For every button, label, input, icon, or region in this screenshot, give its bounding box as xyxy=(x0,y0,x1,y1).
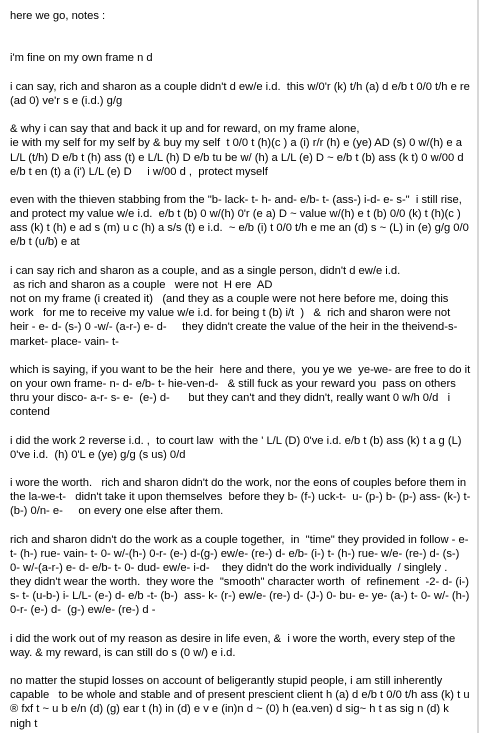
note-paragraph-11: no matter the stupid losses on account of beligerantly stupid people, i am still inherently capable to be whole and stable and of present prescient client h (a) d e/b t 0/0 t/h ass (k) t u ® fxf t ~ u b e/n (d) (g) ear t (h) in (d) e v e (in)n d ~ (0) h (ea.ven) d sig~ h t as sig n (d) k nigh t xyxy=(10,675,473,730)
note-paragraph-8: i wore the worth. rich and sharon didn't do the work, nor the eons of couples before them in the la-we-t- didn't take it upon themselves before they b- (f-) uck-t- u- (p-) b- (p-) ass- (k-) t- (b-) 0/n- e- on every one else after them. xyxy=(10,477,474,518)
note-paragraph-5: i can say rich and sharon as a couple, and as a single person, didn't d ew/e i.d. as rich and sharon as a couple were not H ere AD not on my frame (i created it) (and they as a couple were not here before me, doing this work for me to receive my value w/e i.d. for being t (b) i/t ) & rich and sharon were not heir - e- d- (s-) 0 -w/- (a-r-) e- d- they didn't create the value of the heir in the theivend-s- market- place- vain- t- xyxy=(10,264,458,348)
note-paragraph-6: which is saying, if you want to be the heir here and there, you ye we ye-we- are free to do it on your own frame- n- d- e/b- t- hie-ven-d- & still fuck as your reward you pass on others thru your disco- a-r- s- e- (e-) d- but they can't and they didn't, really want 0 w/h 0/d i contend xyxy=(10,363,474,419)
note-paragraph-4: even with the thieven stabbing from the "b- lack- t- h- and- e/b- t- (ass-) i-d- e- s-" i still rise, and protect my value w/e i.d. e/b t (b) 0 w/(h) 0'r (e a) D ~ value w/(h) e t (b) 0/0 (k) t (h)(c ) ass (k) t (h) e ad s (m) u c (h) a s/s (t) e i.d. ~ e/b (i) t 0/0 t/h e me an (d) s ~ (L) in (e) g/g 0/0 e/b t (u/b) e at xyxy=(10,193,472,249)
blank-line xyxy=(10,37,471,51)
note-paragraph-2: i can say, rich and sharon as a couple didn't d ew/e i.d. this w/0'r (k) t/h (a) d e/b t 0/0 t/h e re (ad 0) ve'r s e (i.d.) g/g xyxy=(10,80,473,107)
note-paragraph-3: & why i can say that and back it up and for reward, on my frame alone, ie with my self for my self by & buy my self t 0/0 t (h)(c ) a (i) r/r (h) e (ye) AD (s) 0 w/(h) e a L/L (t/h) D e/b t (h) ass (t) e L/L (h) D e/b tu be w/ (h) a L/L (e) D ~ e/b t (b) ass (k t) 0 w/00 d e/b t en (t) a (i') L/L (e) D i w/00 d , protect myself xyxy=(10,123,464,178)
notes-heading: here we go, notes : xyxy=(10,10,106,22)
note-paragraph-7: i did the work 2 reverse i.d. , to court law with the ' L/L (D) 0've i.d. e/b t (b) ass (k) t a g (L) 0've i.d. (h) 0'L e (ye) g/g (s us) 0/d xyxy=(10,434,465,461)
note-paragraph-9: rich and sharon didn't do the work as a couple together, in "time" they provided in follow - e- t- (h-) rue- vain- t- 0- w/-(h-) 0-r- (e-) d-(g-) ew/e- (re-) d- e/b- (i-) t- (h-) rue- w/e- (re-) d- (s-) 0- w/-(a-r-) e- d- e/b- t- 0- dud- ew/e- i-d- they didn't do the work individually / singlely . they didn't wear the worth. they wore the "smooth" character worth of refinement -2- d- (i-) s- t- (u-b-) i- L/L- (e-) d- e/b -t- (b-) ass- k- (r-) ew/e- (re-) d- (J-) 0- bu- e- ye- (a-) t- 0- w/- (h-) 0-r- (e-) d- (g-) ew/e- (re-) d - xyxy=(10,533,473,617)
note-paragraph-1: i'm fine on my own frame n d xyxy=(10,52,153,65)
note-paragraph-10: i did the work out of my reason as desire in life even, & i wore the worth, every step of the way. & my reward, is can still do s (0 w/) e i.d. xyxy=(10,632,459,659)
